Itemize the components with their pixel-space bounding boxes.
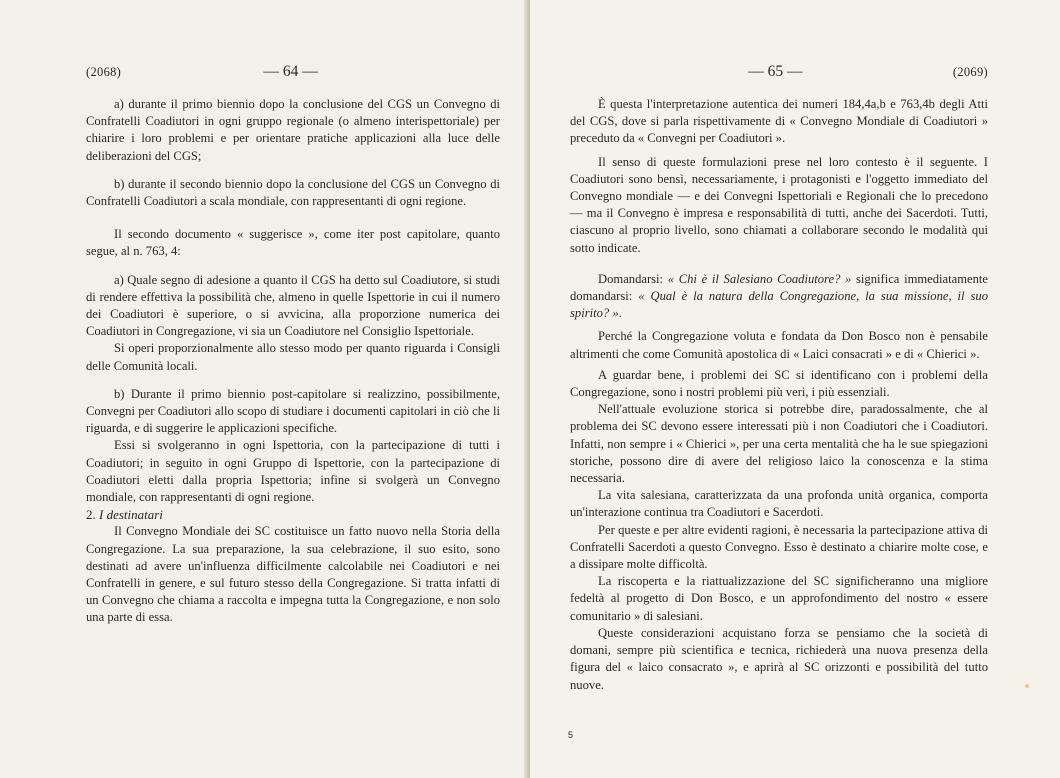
right-header-code: (2069) bbox=[952, 64, 988, 79]
left-paragraph-4: a) Quale segno di adesione a quanto il CGS ha detto sul Coadiutore, si studi di rendere effettiva la possibilità che, almeno in quelle Ispettorie in cui il numero dei Coadiutori è superiore, o si avvicina, alla proporzione numerica dei Coadiutori in Congregazione, vi sia un Coadiutore nel Consiglio Ispettoriale. bbox=[86, 272, 500, 339]
left-page-number: — 64 — bbox=[263, 63, 318, 80]
p3-question-2: « Qual è la natura della Congregazione, la sua missione, il suo spirito? » bbox=[570, 289, 989, 321]
left-paragraph-1: a) durante il primo biennio dopo la conclusione del CGS un Convegno di Confratelli Coadiutori in ogni gruppo regionale (o almeno interispettoriale) per chiarire i loro problemi e per orientare pratiche applicazioni alla luce delle deliberazioni del CGS; bbox=[86, 97, 500, 163]
left-header-code: (2068) bbox=[86, 64, 122, 79]
right-paragraph-4: Perché la Congregazione voluta e fondata da Don Bosco non è pensabile altrimenti che come Comunità apostolica di « Laici consacrati » e di « Chierici ». bbox=[570, 329, 988, 361]
footer-mark: 5 bbox=[568, 730, 574, 740]
left-page bbox=[0, 0, 528, 778]
left-paragraph-2: b) durante il secondo biennio dopo la conclusione del CGS un Convegno di Confratelli Coadiutori a scala mondiale, con rappresentanti di ogni regione. bbox=[86, 176, 500, 209]
section-title: I destinatari bbox=[99, 507, 163, 523]
right-paragraph-6: Nell'attuale evoluzione storica si potrebbe dire, paradossalmente, che al problema dei SC devono essere interessati più i non Coadiutori che i Coadiutori. Infatti, non sempre i « Chierici », per una certa mentalità che ha le sue spiegazioni storiche, possono dire di avere del religioso laico la conoscenza e la stima necessaria. bbox=[570, 402, 988, 486]
paper-speck bbox=[1025, 684, 1029, 688]
right-paragraph-3 bbox=[570, 271, 988, 323]
left-paragraph-7: Essi si svolgeranno in ogni Ispettoria, con la partecipazione di tutti i Coadiutori; in seguito in ogni Gruppo di Ispettorie, con la partecipazione di Coadiutori eletti dalla propria Ispettoria; infine si svolgerà un Convegno mondiale, con rappresentanti di ogni regione. bbox=[86, 438, 500, 505]
p3-lead: Domandarsi: bbox=[598, 271, 668, 286]
right-paragraph-1: È questa l'interpretazione autentica dei numeri 184,4a,b e 763,4b degli Atti del CGS, dove si parla rispettivamente di « Convegno Mondiale di Coadiutori » preceduto da « Convegni per Coadiutori ». bbox=[570, 97, 988, 146]
section-heading bbox=[86, 506, 500, 523]
right-paragraph-7: La vita salesiana, caratterizzata da una profonda unità organica, comporta un'interazione continua tra Coadiutori e Sacerdoti. bbox=[570, 488, 988, 520]
left-paragraph-6: b) Durante il primo biennio post-capitolare si realizzino, possibilmente, Convegni per Coadiutori allo scopo di studiare i documenti capitolari in ciò che li riguarda, e di suggerire le applicazioni specifiche. bbox=[86, 386, 500, 436]
right-page bbox=[530, 0, 1060, 778]
right-page-number: — 65 — bbox=[748, 63, 803, 80]
right-paragraph-2: Il senso di queste formulazioni prese nel loro contesto è il seguente. I Coadiutori sono bensì, necessariamente, i protagonisti e l'oggetto immediato del Convegno mondiale — e dei Convegni Ispettoriali e Regionali che lo precedono — ma il Convegno è impresa e responsabilità di tutti, anche dei Sacerdoti. Tutti, ciascuno al proprio livello, sono chiamati a collaborare secondo le modalità qui sotto indicate. bbox=[570, 154, 988, 255]
left-page-header bbox=[86, 62, 500, 82]
p3-mid: significa immediatamente domandarsi: bbox=[570, 271, 989, 304]
left-page-body bbox=[86, 96, 500, 627]
section-number: 2. bbox=[86, 507, 96, 523]
right-page-header bbox=[558, 62, 988, 82]
p3-question-1: « Chi è il Salesiano Coadiutore? » bbox=[667, 271, 852, 286]
left-paragraph-3: Il secondo documento « suggerisce », come iter post capitolare, quanto segue, al n. 763, 4: bbox=[86, 227, 500, 259]
section-paragraph: Il Convegno Mondiale dei SC costituisce un fatto nuovo nella Storia della Congregazione. La sua preparazione, la sua celebrazione, il suo esito, sono destinati ad avere un'influenza difficilmente calcolabile nei Coadiutori e nei Confratelli in genere, e sul futuro stesso della Congregazione. Si tratta infatti di un Convegno che chiama a raccolta e impegna tutta la Congregazione, e non solo una parte di essa. bbox=[86, 524, 500, 625]
right-paragraph-10: Queste considerazioni acquistano forza se pensiamo che la società di domani, sempre più scientifica e tecnica, richiederà una nuova presenza della figura del « laico consacrato », e aprirà al SC orizzonti e possibilità del tutto nuove. bbox=[570, 625, 988, 692]
right-paragraph-8: Per queste e per altre evidenti ragioni, è necessaria la partecipazione attiva di Confratelli Sacerdoti a questo Convegno. Esso è destinato a chiarire molte cose, e a dissipare molte difficoltà. bbox=[570, 522, 988, 572]
right-paragraph-9: La riscoperta e la riattualizzazione del SC significheranno una migliore fedeltà al progetto di Don Bosco, e un approfondimento del nostro « essere comunitario » di salesiani. bbox=[570, 574, 988, 623]
right-paragraph-5: A guardar bene, i problemi dei SC si identificano con i problemi della Congregazione, sono i nostri problemi più veri, i più essenziali. bbox=[570, 367, 988, 400]
left-paragraph-5: Si operi proporzionalmente allo stesso modo per quanto riguarda i Consigli delle Comunità locali. bbox=[86, 341, 500, 373]
right-page-body bbox=[570, 96, 988, 694]
p3-end: . bbox=[618, 306, 622, 321]
